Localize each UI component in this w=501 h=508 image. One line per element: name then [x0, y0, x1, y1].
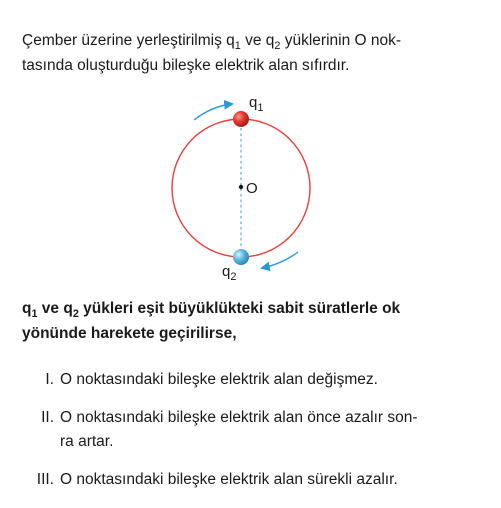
option-1 — [22, 368, 484, 392]
label-q2: $q_2$ — [222, 263, 237, 283]
center-label: O — [246, 180, 258, 197]
question-text — [22, 296, 484, 346]
circle-path — [172, 119, 310, 257]
charge-q2 — [233, 249, 249, 265]
intro-text — [22, 28, 482, 78]
arrow-bottom-icon — [262, 252, 298, 268]
intro-line-2: tasında oluşturduğu bileşke elektrik alan sıfırdır. — [22, 57, 350, 74]
intro-line-1: Çember üzerine yerleştirilmiş $q_1$ ve $q_2$ yüklerinin O nok- — [22, 32, 402, 52]
option-number: II. — [41, 409, 54, 426]
label-q1: $q_1$ — [249, 94, 264, 114]
option-number: I. — [45, 371, 54, 388]
arrow-top-icon — [194, 104, 232, 120]
option-2 — [22, 406, 484, 454]
question-line-2: yönünde harekete geçirilirse, — [22, 325, 237, 342]
charge-q1 — [233, 111, 249, 127]
question-line-1: $q_1$ ve $q_2$ yükleri eşit büyüklükteki sabit süratlerle ok — [22, 300, 401, 320]
option-3 — [22, 468, 484, 492]
center-point — [239, 185, 243, 189]
option-number: III. — [36, 471, 54, 488]
option-text: O noktasındaki bileşke elektrik alan değişmez. — [60, 371, 378, 388]
option-text: O noktasındaki bileşke elektrik alan önce azalır son- — [60, 409, 418, 426]
options-list — [22, 368, 484, 506]
option-text-continued: ra artar. — [60, 433, 114, 450]
option-text: O noktasındaki bileşke elektrik alan sürekli azalır. — [60, 471, 398, 488]
